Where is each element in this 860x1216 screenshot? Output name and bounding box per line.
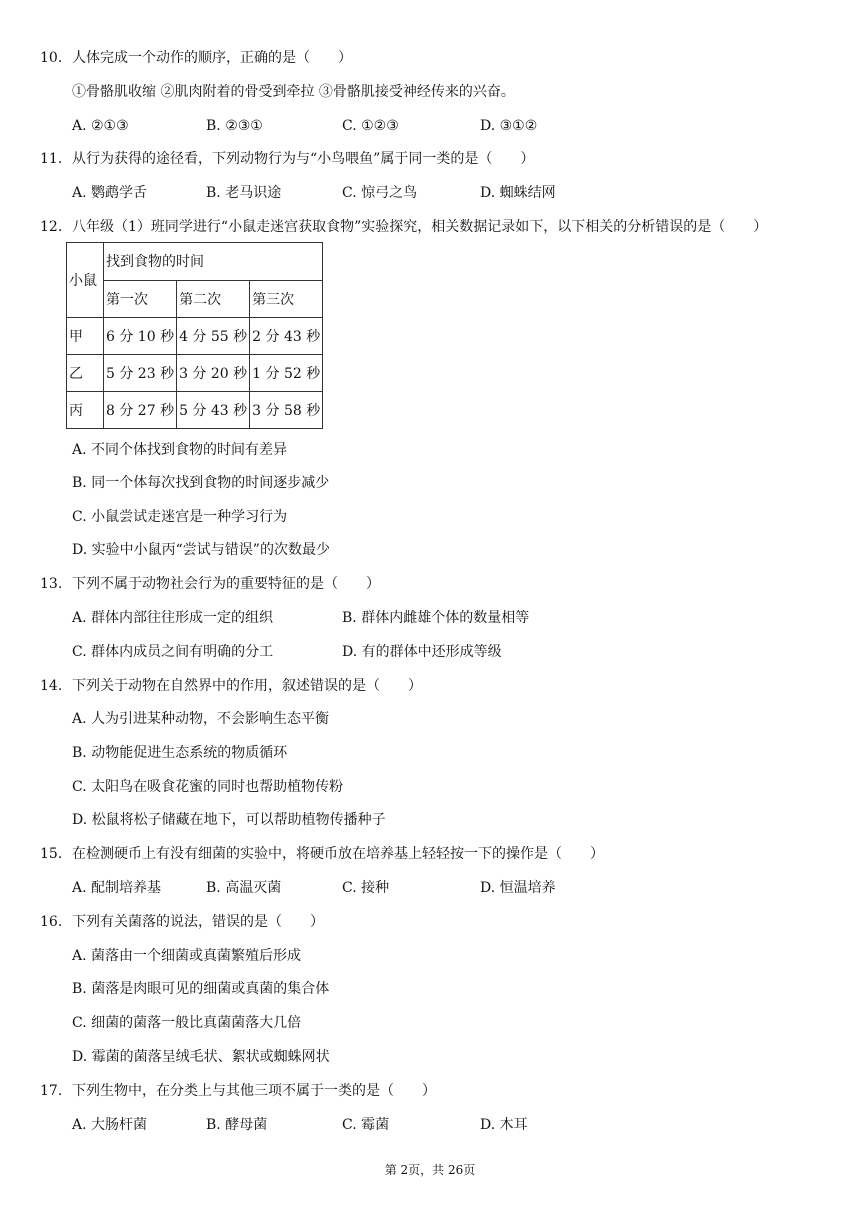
option-a: A. 配制培养基 [72, 880, 162, 896]
option-b: B. 高温灭菌 [206, 880, 282, 896]
option-c: C. ①②③ [342, 118, 399, 134]
table-cell: 4 分 55 秒 [177, 318, 250, 355]
option-a: A. 菌落由一个细菌或真菌繁殖后形成 [72, 948, 302, 964]
table-cell: 3 分 20 秒 [177, 355, 250, 392]
option-d: D. 松鼠将松子储藏在地下，可以帮助植物传播种子 [72, 812, 386, 828]
question-stem: 从行为获得的途径看，下列动物行为与“小鸟喂鱼”属于同一类的是（ ） [72, 151, 535, 167]
option-a: A. 不同个体找到食物的时间有差异 [72, 442, 288, 458]
question-number: 16. [40, 914, 63, 930]
page-footer: 第 2页，共 26页 [384, 1163, 476, 1177]
option-b: B. 老马识途 [206, 185, 282, 201]
question-number: 12. [40, 219, 63, 235]
table-cell: 5 分 23 秒 [104, 355, 177, 392]
question-stem: 下列有关菌落的说法，错误的是（ ） [72, 914, 324, 930]
question-number: 11. [40, 151, 63, 167]
option-b: B. 同一个体每次找到食物的时间逐步减少 [72, 475, 330, 491]
option-c: C. 接种 [342, 880, 390, 896]
option-d: D. 霉菌的菌落呈绒毛状、絮状或蜘蛛网状 [72, 1049, 330, 1065]
question-number: 10. [40, 50, 63, 66]
table-cell: 8 分 27 秒 [104, 392, 177, 429]
question-number: 13. [40, 576, 63, 592]
option-a: A. 大肠杆菌 [72, 1117, 148, 1133]
option-c: C. 群体内成员之间有明确的分工 [72, 644, 274, 660]
option-b: B. 动物能促进生态系统的物质循环 [72, 745, 288, 761]
option-a: A. 人为引进某种动物，不会影响生态平衡 [72, 711, 330, 727]
table-group-header: 找到食物的时间 [104, 243, 323, 281]
option-d: D. 恒温培养 [480, 880, 556, 896]
table-row [67, 355, 323, 392]
table-row-header: 小鼠 [67, 243, 104, 318]
option-c: C. 霉菌 [342, 1117, 390, 1133]
question-number: 17. [40, 1083, 63, 1099]
table-column-header: 第三次 [250, 280, 323, 318]
question-number: 14. [40, 678, 63, 694]
question-number: 15. [40, 846, 63, 862]
question-stem: 在检测硬币上有没有细菌的实验中，将硬币放在培养基上轻轻按一下的操作是（ ） [72, 846, 604, 862]
table-row [67, 318, 323, 355]
option-d: D. 有的群体中还形成等级 [342, 644, 502, 660]
option-b: B. ②③① [206, 118, 263, 134]
option-d: D. 实验中小鼠丙“尝试与错误”的次数最少 [72, 542, 330, 558]
option-d: D. 木耳 [480, 1117, 528, 1133]
option-b: B. 群体内雌雄个体的数量相等 [342, 610, 530, 626]
table-column-header: 第二次 [177, 280, 250, 318]
table-cell: 6 分 10 秒 [104, 318, 177, 355]
option-c: C. 小鼠尝试走迷宫是一种学习行为 [72, 509, 288, 525]
table-cell-name: 丙 [67, 392, 104, 429]
table-cell-name: 甲 [67, 318, 104, 355]
question-stem: 下列生物中，在分类上与其他三项不属于一类的是（ ） [72, 1083, 436, 1099]
table-cell: 1 分 52 秒 [250, 355, 323, 392]
table-column-header: 第一次 [104, 280, 177, 318]
question-stem: 下列关于动物在自然界中的作用，叙述错误的是（ ） [72, 678, 422, 694]
option-a: A. 鹦鹉学舌 [72, 185, 148, 201]
option-c: C. 惊弓之鸟 [342, 185, 418, 201]
mouse-maze-data-table [66, 242, 323, 429]
option-a: A. 群体内部往往形成一定的组织 [72, 610, 274, 626]
question-stem: 下列不属于动物社会行为的重要特征的是（ ） [72, 576, 380, 592]
option-b: B. 酵母菌 [206, 1117, 268, 1133]
option-a: A. ②①③ [72, 118, 129, 134]
table-cell: 3 分 58 秒 [250, 392, 323, 429]
question-stem: 人体完成一个动作的顺序，正确的是（ ） [72, 50, 352, 66]
option-b: B. 菌落是肉眼可见的细菌或真菌的集合体 [72, 981, 330, 997]
table-cell-name: 乙 [67, 355, 104, 392]
table-cell: 5 分 43 秒 [177, 392, 250, 429]
option-c: C. 太阳鸟在吸食花蜜的同时也帮助植物传粉 [72, 779, 344, 795]
question-sub-statement: ①骨骼肌收缩 ②肌肉附着的骨受到牵拉 ③骨骼肌接受神经传来的兴奋。 [72, 84, 515, 100]
option-d: D. ③①② [480, 118, 538, 134]
table-cell: 2 分 43 秒 [250, 318, 323, 355]
table-row [67, 392, 323, 429]
question-stem: 八年级（1）班同学进行“小鼠走迷宫获取食物”实验探究，相关数据记录如下，以下相关的分析错误的是（ ） [72, 219, 768, 235]
option-c: C. 细菌的菌落一般比真菌菌落大几倍 [72, 1015, 302, 1031]
option-d: D. 蜘蛛结网 [480, 185, 556, 201]
